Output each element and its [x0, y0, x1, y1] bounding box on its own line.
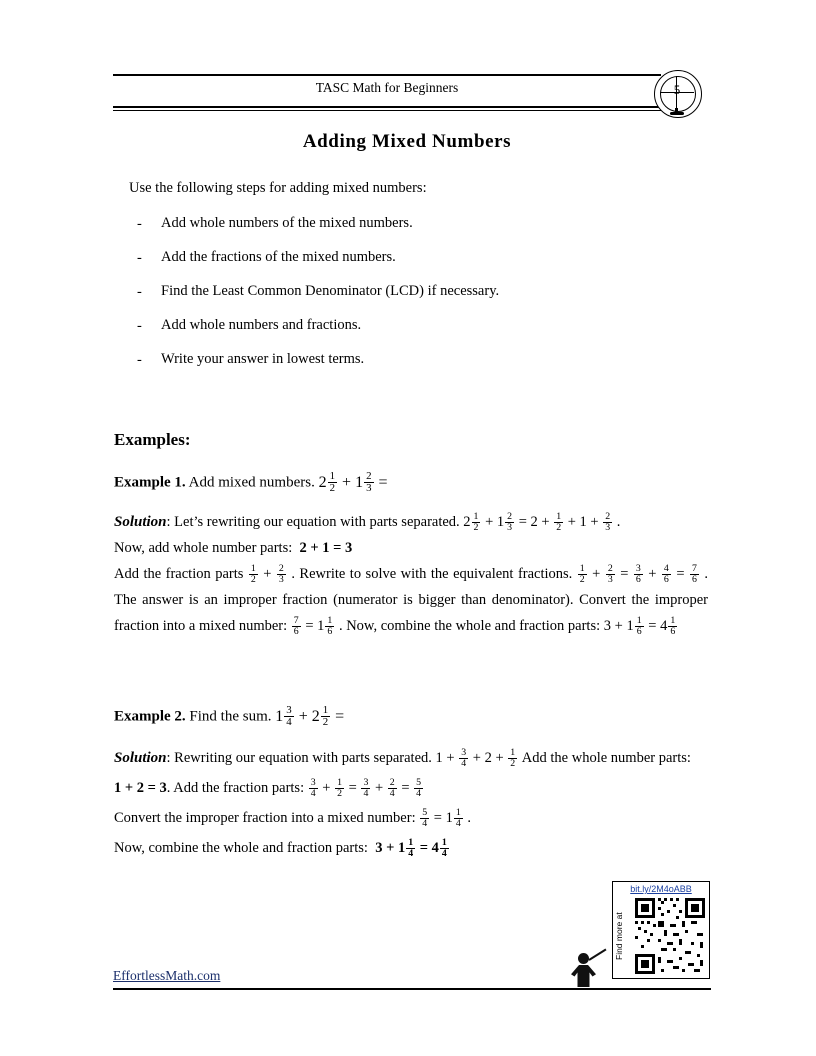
example1-equation-5: $\frac{7}{6}$ = 1 $\frac{1}{6}$ — [293, 615, 333, 638]
page-number: 5 — [673, 82, 681, 97]
example2-prompt: Find the sum. — [189, 708, 272, 725]
example2-solution: Solution: Rewriting our equation with parts separated. 1 + $\frac{3}{4}$ + 2 + $\frac{1}{2}$ Add the whole number parts: 1 + 2 = 3. Add the fraction parts: $\frac{3}{4}$ + $\frac{1}{2}$ = $\frac{3}{4}$ + $\frac{2}{4}$ = $\frac{5}{4}$ Convert the improper fraction into a mixed number: $\frac{5}{4}$ = 1 $\frac{1}{4}$ . Now, combine the whole and fraction parts: 3 + 1 $\frac{1}{4}$ = 4 $\frac{1}{4}$ — [114, 747, 691, 860]
globe-stand — [670, 112, 684, 115]
example1-prompt: Add mixed numbers. — [188, 474, 315, 491]
teacher-pointer — [588, 949, 606, 961]
qr-side-label: Find more at — [614, 912, 624, 960]
page-title: Adding Mixed Numbers — [302, 131, 512, 152]
header-rule-bottom — [113, 106, 661, 108]
header-rule-top — [113, 74, 661, 76]
example1-prompt-line — [114, 471, 388, 494]
list-item — [137, 351, 697, 385]
page-number-badge — [652, 68, 704, 120]
list-item-label: Add the fractions of the mixed numbers. — [161, 249, 396, 265]
example1-problem: 2 $\frac{1}{2}$ + 1 $\frac{2}{3}$ = — [318, 470, 388, 495]
list-item — [137, 215, 697, 249]
example2-solution-text-1: : Rewriting our equation with parts separated. — [166, 750, 432, 766]
list-item-label: Find the Least Common Denominator (LCD) if necessary. — [161, 283, 500, 299]
footer-rule — [113, 988, 711, 990]
example1-equation-6: 3 + 1 $\frac{1}{6}$ = 4 $\frac{1}{6}$ — [603, 615, 676, 638]
example1-equation-2: 2 + 1 = 3 — [295, 540, 353, 556]
footer-site-link[interactable]: EffortlessMath.com — [113, 968, 221, 983]
example2-prompt-line — [114, 705, 344, 728]
example1-label: Example 1. — [114, 474, 186, 491]
solution-label: Solution — [114, 750, 167, 766]
bullet-dash: - — [137, 250, 142, 266]
list-item — [137, 249, 697, 283]
header-title: TASC Math for Beginners — [315, 80, 459, 95]
example2-problem: 1 $\frac{3}{4}$ + 2 $\frac{1}{2}$ = — [275, 704, 345, 729]
bullet-dash: - — [137, 216, 142, 232]
qr-code-icon[interactable] — [635, 898, 705, 974]
example2-solution-text-3: . Add the fraction parts: — [166, 780, 305, 796]
example1-solution-text-1: : Let’s rewriting our equation with parts separated. — [166, 514, 460, 530]
solution-label: Solution — [114, 514, 167, 530]
example2-equation-1: 1 + $\frac{3}{4}$ + 2 + $\frac{1}{2}$ — [435, 747, 516, 770]
example1-solution-text-3: Add the fraction parts — [114, 566, 244, 582]
list-item-label: Add whole numbers and fractions. — [161, 317, 362, 333]
example1-solution: Solution: Let’s rewriting our equation with parts separated. 2 $\frac{1}{2}$ + 1 $\frac{2}{3}$ = 2 + $\frac{1}{2}$ + 1 + $\frac{2}{3}$ . Now, add whole number parts: 2 + 1 = 3 Add the fraction parts $\frac{1}{2}$ + $\frac{2}{3}$ . Rewrite to solve with the equivalent fractions. $\frac{1}{2}$ + $\frac{2}{3}$ = $\frac{3}{6}$ + $\frac{4}{6}$ = $\frac{7}{6}$ . The answer is an improper fraction (numerator is bigger than denominator). Convert the improper fraction into a mixed number: $\frac{7}{6}$ = 1 $\frac{1}{6}$ . Now, combine the whole and fraction parts: 3 + 1 $\frac{1}{6}$ = 4 $\frac{1}{6}$ — [114, 511, 708, 638]
teacher-icon — [569, 953, 605, 987]
bullet-dash: - — [137, 318, 142, 334]
example2-equation-4: $\frac{5}{4}$ = 1 $\frac{1}{4}$ — [422, 807, 461, 830]
example1-solution-text-5: . The answer is an improper fraction (numerator is bigger than denominator). Convert the improper fraction into a mixed number: — [114, 566, 708, 634]
example2-equation-5: 3 + 1 $\frac{1}{4}$ = 4 $\frac{1}{4}$ — [371, 837, 447, 860]
teacher-body — [571, 965, 596, 987]
page-header — [113, 74, 661, 110]
example1-solution-text-2: Now, add whole number parts: — [114, 540, 293, 556]
example2-solution-text-2: Add the whole number parts: — [521, 750, 691, 766]
list-item-label: Write your answer in lowest terms. — [161, 351, 365, 367]
bullet-dash: - — [137, 284, 142, 300]
header-rule-bottom-thin — [113, 110, 661, 111]
examples-heading: Examples: — [114, 430, 191, 449]
example1-equation-3: $\frac{1}{2}$ + $\frac{2}{3}$ — [250, 563, 284, 586]
list-item — [137, 283, 697, 317]
example1-solution-text-4: . Rewrite to solve with the equivalent fractions. — [291, 566, 573, 582]
bullet-dash: - — [137, 352, 142, 368]
intro-paragraph: Use the following steps for adding mixed numbers: — [129, 180, 427, 196]
example2-solution-text-4: Convert the improper fraction into a mixed number: — [114, 810, 416, 826]
example1-equation-1: 2 $\frac{1}{2}$ + 1 $\frac{2}{3}$ = 2 + $\frac{1}{2}$ + 1 + $\frac{2}{3}$ — [463, 511, 611, 534]
qr-url-label[interactable]: bit.ly/2M4oABB — [630, 884, 692, 894]
list-item-label: Add whole numbers of the mixed numbers. — [161, 215, 413, 231]
qr-callout[interactable] — [612, 881, 710, 979]
example1-solution-text-6: . Now, combine the whole and fraction parts: — [338, 618, 601, 634]
example1-equation-4: $\frac{1}{2}$ + $\frac{2}{3}$ = $\frac{3}{6}$ + $\frac{4}{6}$ = $\frac{7}{6}$ — [579, 563, 697, 586]
example2-solution-text-5: Now, combine the whole and fraction parts: — [114, 840, 368, 856]
example2-equation-2: 1 + 2 = 3 — [114, 780, 167, 796]
steps-list — [137, 215, 697, 385]
list-item — [137, 317, 697, 351]
example2-equation-3: $\frac{3}{4}$ + $\frac{1}{2}$ = $\frac{3}{4}$ + $\frac{2}{4}$ = $\frac{5}{4}$ — [310, 777, 422, 800]
example2-label: Example 2. — [114, 708, 186, 725]
